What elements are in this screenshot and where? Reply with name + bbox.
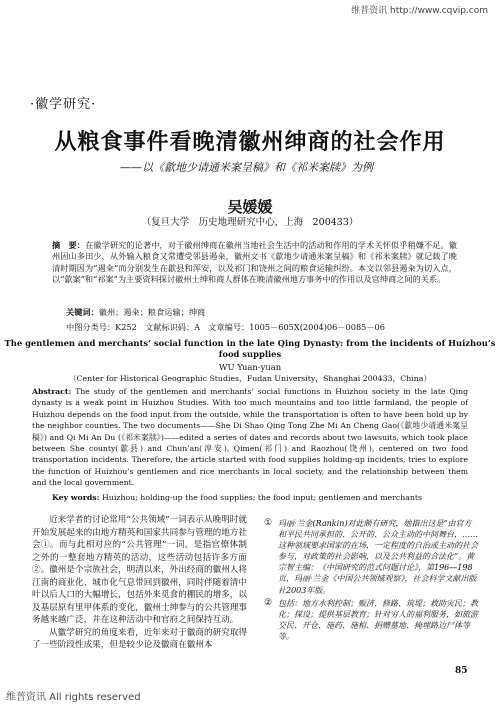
footnote-item: [264, 598, 478, 642]
footnote-text: 包括：地方水利控制；赈济、修路、筑堤；救助灾民；教化；探设；提供基层教育；针对穷人的福利服务，如旅游交民、开仓、施药、施棺、捐赠墓地、掩埋路边尸体等等。: [278, 598, 478, 641]
english-title: The gentlemen and merchants’ social function in the late Qing Dynasty: from the incidents of Huizhou’s food supplies: [4, 338, 496, 359]
keywords-english: [52, 493, 422, 502]
english-affiliation: （Center for Historical Geographic Studies，Fudan University，Shanghai 200433，China）: [68, 374, 432, 383]
keywords-chinese: [66, 307, 205, 318]
footnote-text: 玛丽·兰金(Rankin)对此颇有研究，她指出这是“由官方和平民共同承担的、公开的、公众主动的中间舞台，……这种领域要求国家的在场，一定程度的自治或主动的社会参与，对政策的社会影响，以及公共利益的合法化”。黄宗智主编：《中国研究的范式问题讨论》，第196—198页，玛丽·兰金《中国公共领域观察》，社会科学文献出版社2003年版。: [278, 519, 478, 595]
page-number: 85: [455, 666, 468, 676]
article-title: 从粮食事件看晚清徽州绅商的社会作用: [54, 129, 446, 155]
author-name: 吴媛媛: [227, 198, 273, 216]
footnote-item: [264, 518, 478, 596]
classification-line: 中图分类号：K252 文献标识码：A 文章编号：1005－605X(2004)06－0085－06: [66, 322, 385, 332]
section-tag: ·徽学研究·: [30, 97, 97, 112]
footnotes-column: [264, 518, 478, 644]
watermark-top: 维普资讯 http://www.cqvip.com: [351, 6, 488, 16]
keywords-chinese-label: 关键词：: [66, 307, 99, 317]
keywords-chinese-text: 徽州；遏籴；粮食运输；绅商: [98, 307, 206, 317]
abstract-chinese-text: 在徽学研究的论著中，对于徽州绅商在徽州当地社会生活中的活动和作用的学术关怀似乎稍嫌不足。徽州因山多田少，从外输入粮食又常遭受邻县遏籴，徽州文书《歙地少请通米案呈稿》和《祁米案牍》就记载了晚清时期因为“遏籴”而分别发生在歙县和浑安，以及祁门和饶州之间的粮食运输纠纷。本文以邻县遏籴为切入点，以“歙案”和“祁案”为主要资料探讨徽州士绅和商人群体在晚清徽州地方事务中的作用以及官绅商之间的关系。: [52, 240, 457, 284]
body-paragraph: 近来学者的讨论常用“公共领域”一词表示从晚明时就开始发展起来的由地方精英和国家共同参与管理的地方社会①。而与此相对应的“公共管理”一词，是指官僚体制之外的一整套地方精英的活动，这些活动包括许多方面②。徽州是个宗族社会，明清以来，外出经商的徽州人将江南的商业化、城市化气息带回到徽州，同时伴随着清中叶以后人口的大幅增长，包括外来觅食的棚民的增多，以及基层原有里甲体系的变化，徽州士绅参与的公共管理事务越来越广泛，并在这种活动中和官府之间保持互动。: [32, 515, 247, 625]
english-author: WU Yuan-yuan: [218, 362, 282, 372]
body-text-column: [32, 514, 247, 652]
body-paragraph: 从徽学研究的角度来看，近年来对于徽商的研究取得了一些阶段性成果，但是较少论及徽商在徽州本: [32, 627, 247, 650]
article-subtitle: ——以《歙地少请通米案呈稿》和《祁米案牍》为例: [120, 161, 373, 174]
abstract-english: [32, 386, 468, 489]
watermark-bottom: 维普资讯 All rights reserved: [6, 692, 141, 703]
author-affiliation: （复旦大学 历史地理研究中心，上海 200433）: [141, 217, 359, 228]
footnote-mark: ②: [264, 597, 273, 608]
abstract-chinese-label: 摘 要：: [52, 240, 86, 250]
footnote-mark: ①: [264, 518, 273, 528]
abstract-chinese: [52, 240, 457, 285]
keywords-english-label: Key words:: [52, 493, 100, 502]
keywords-english-text: Huizhou; holding-up the food supplies; the food input; gentlemen and merchants: [102, 493, 423, 502]
abstract-english-text: The study of the gentlemen and merchants’ social functions in Huizhou society in the late Qing dynasty is a weak point in Huizhou Studies. With too much mountains and too little farmland, the people of Huizhou depends on the food input from the outside, while the transportation is often to have been hold up by the neighbor counties. The two documents——She Di Shao Qing Tong Zhe Mi An Cheng Gao(《歙地少请通米案呈稿》) and Qi Mi An Du (《祁米案牍》)——edited a series of dates and records about two lawsuits, which took place between She county(歙县) and Chun’an(淳安), Qimen(祁门) and Raozhou(饶州), centered on two food transportation incidents. Therefore, the article started with food supplies holding-up incidents, tries to explore the function of Huizhou’s gentlemen and rice merchants in local society, and the relationship between them and the local government.: [32, 387, 468, 488]
abstract-english-label: Abstract:: [32, 387, 72, 396]
